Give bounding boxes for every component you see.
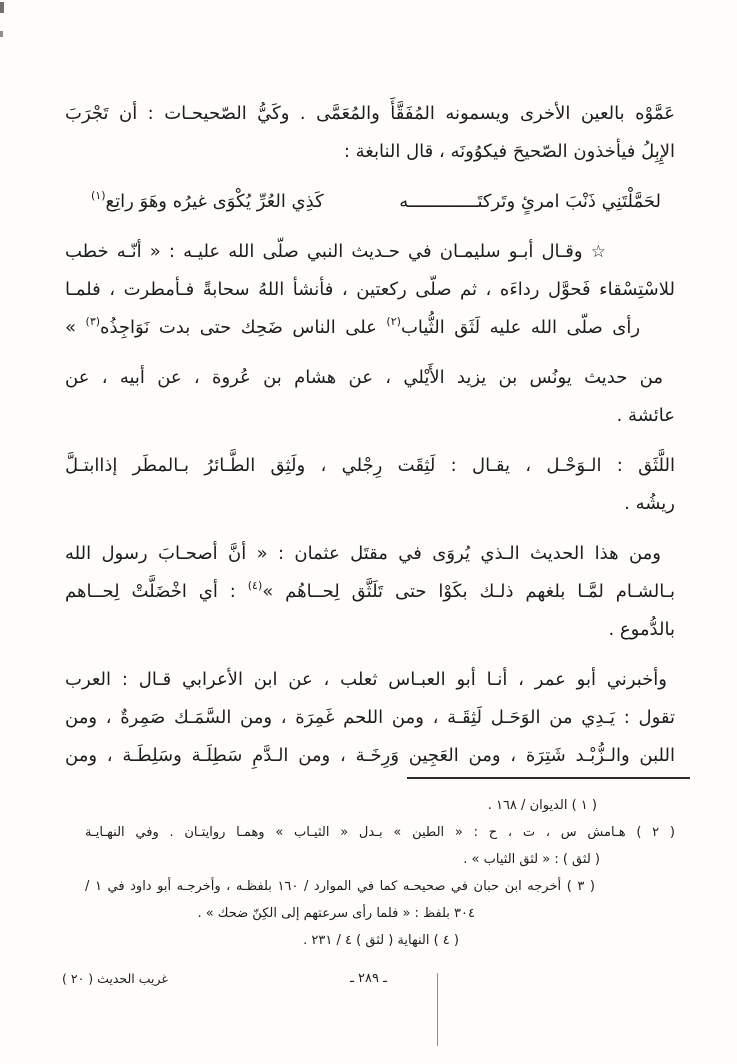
text-line: بالدُّموع . [608, 619, 675, 640]
footnotes-block [65, 792, 675, 954]
page-number: ـ ٢٨٩ ـ [350, 971, 387, 986]
text-line: عَمَّوْه بالعين الأخرى ويسمونه المُفَقَّأَ والمُعَمَّى . وكَيُّ الصّحيحـات : أن تَجْرَبَ [65, 103, 675, 124]
text-line: تقول : يَـدِي من الوَحَـل لَثِقَـة ، ومن اللحم غَمِرَة ، ومن السَّمَـك صَمِرةٌ ، ومن [65, 707, 675, 728]
footnote-3-line-2: ٣٠٤ بلفظ : « فلما رأى سرعتهم إلى الكِنّ ضحك » . [197, 906, 475, 921]
scan-artifact-vertical-line [437, 973, 438, 1046]
scan-artifact-mark [0, 31, 3, 37]
scan-artifact-mark [0, 2, 4, 13]
paragraph-1 [65, 95, 675, 171]
footnote-2-line-2: ( لثق ) : « لثق الثياب » . [463, 852, 600, 867]
text-line: اللبن والـزُّبْـد شَتِرَة ، ومن العَجِين وَرِخَـة ، ومن الـدَّمِ سَطِلَـة وسَلِطَـة ، ومن [65, 745, 675, 766]
paragraph-2 [65, 233, 675, 347]
paragraph-6 [65, 661, 675, 775]
text-line: ومن هذا الحديث الـذي يُروَى في مقتَل عثمان : « أنَّ أصحـابَ رسول الله [65, 543, 661, 564]
verse-hemistich-1: لحَمَّلْتَنِي ذَنْبَ امرئٍ وتَركتَـــــــــــــه [399, 191, 661, 212]
book-title: غريب الحديث ( ٢٠ ) [62, 971, 168, 986]
main-text-block [65, 95, 675, 787]
text-line: الإِبِلُ فيأخذون الصّحيحَ فيكوُونَه ، قال النابغة : [343, 141, 675, 162]
star-icon: ☆ [590, 242, 606, 262]
paragraph-3 [65, 359, 675, 435]
footnote-2-line-1: ( ٢ ) هـامش س ، ت ، ح : « الطين » بـدل « الثيـاب » وهمـا روايتـان . وفي النهـايـة [85, 825, 675, 840]
text-line: رأى صلّى الله عليه لَثَق الثُّياب(٢) على الناس ضَحِك حتى بدت نَوَاجِذُه(٣) » [65, 315, 641, 338]
footnote-3-line-1: ( ٣ ) أخرجه ابن حبان في صحيحـه كما في الموارد / ١٦٠ بلفظـه ، وأخرجـه أبو داود في ١ / [85, 879, 595, 894]
text-line: بـالشـام لمَّـا بلغهم ذلـك بكَوْا حتى تَلَثَّق لِحــاهُم »(٤) : أي اخْضَلَّتْ لِحــاهم [65, 579, 675, 602]
text-line: اللَّثَق : الـوَحْـل ، يقـال : لَثِقَت رِجْلي ، ولَثِق الطَّـائرُ بـالمطَر إذاابتـلَّ [65, 455, 675, 476]
text-line: وأخبرني أبو عمر ، أنـا أبو العبـاس ثعلب ، عن ابن الأعرابي قـال : العرب [65, 669, 667, 690]
footnote-1: ( ١ ) الديوان / ١٦٨ . [487, 798, 597, 813]
paragraph-5 [65, 535, 675, 649]
paragraph-4 [65, 447, 675, 523]
text-line: عائشة . [616, 405, 675, 426]
verse-line [65, 183, 675, 221]
verse-hemistich-2: كَذِي العُرِّ يُكْوَى غيرُه وهَوَ راتِع(١) [91, 189, 324, 212]
text-line: ريشُه . [624, 493, 675, 514]
text-line: للاسْتِسْقاء فَحوَّل رداءَه ، ثم صلّى ركعتين ، فأنشأ اللهُ سحابةً فـأمطرت ، فلمـا [65, 279, 675, 300]
text-line: ☆ وقـال أبـو سليمـان في حـديث النبي صلّى الله عليـه : « أنّـه خطب [65, 233, 675, 271]
footnote-4: ( ٤ ) النهاية ( لثق ) ٤ / ٢٣١ . [303, 933, 459, 948]
footnote-separator [407, 777, 690, 779]
text-line: من حديث يونُس بن يزيد الأَيْلي ، عن هشام بن عُروة ، عن أبيه ، عن [65, 367, 663, 388]
